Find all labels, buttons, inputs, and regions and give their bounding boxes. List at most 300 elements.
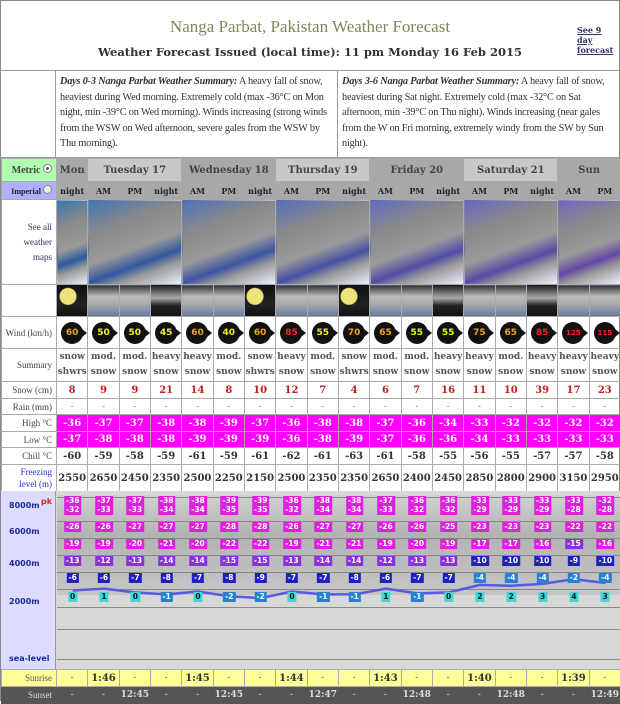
day-header: Mon	[57, 159, 88, 182]
cloud-snow-icon	[119, 285, 150, 317]
sunrise-cell: 1:46	[88, 670, 119, 687]
altitude-temp-badge: -32	[64, 505, 82, 515]
altitude-temp-badge: -25	[440, 522, 458, 532]
altitude-temp-badge: 2	[507, 592, 516, 602]
wind-arrow-icon: 75	[468, 322, 490, 344]
summary-days-3-6	[337, 71, 619, 157]
period-header: AM	[558, 182, 589, 200]
chill-cell: -55	[495, 448, 526, 465]
altitude-temp-badge: -32	[440, 505, 458, 515]
cloud-snow-icon	[182, 285, 213, 317]
snow-label: Snow (cm)	[2, 382, 57, 399]
wind-arrow-icon: 70	[343, 322, 365, 344]
weather-map[interactable]	[182, 200, 276, 285]
summary-word: snow	[590, 365, 620, 380]
table-row	[2, 415, 620, 432]
wind-arrow-icon: 115	[594, 322, 616, 344]
rain-cell: -	[370, 399, 401, 415]
chill-cell: -59	[150, 448, 181, 465]
altitude-temp-badge: 3	[601, 592, 610, 602]
summary-text: A heavy fall of snow, heaviest during Wed morning. Extremely cold (max -36°C on Mon night, min -39°C on Wed morning). Winds increasing (strong winds from the WSW on Wed afternoon, severe gales from the WSW by Thu morning).	[60, 76, 327, 149]
altitude-temp-badge: 0	[131, 592, 140, 602]
altitude-temp-badge: -38	[346, 496, 364, 506]
high-cell: -32	[526, 415, 557, 432]
header	[1, 1, 619, 71]
summary-cell	[401, 349, 432, 382]
summary-word: heavy	[433, 350, 463, 365]
altitude-temp-badge: -26	[95, 522, 113, 532]
altitude-temp-badge: -4	[599, 573, 611, 583]
sunset-cell: -	[526, 687, 557, 704]
nine-day-forecast-link[interactable]: See 9 day forecast	[577, 25, 613, 55]
sunrise-row	[2, 670, 620, 687]
summary-cell	[182, 349, 213, 382]
night-cloud-snow-icon	[526, 285, 557, 317]
altitude-temp-badge: -19	[377, 539, 395, 549]
chill-label: Chill °C	[2, 448, 57, 465]
sunset-cell: 12:45	[119, 687, 150, 704]
weather-map[interactable]	[88, 200, 182, 285]
altitude-temp-badge: -6	[380, 573, 392, 583]
altitude-temp-badge: -38	[315, 496, 333, 506]
wind-cell	[589, 317, 620, 349]
low-cell: -36	[432, 432, 463, 448]
sunset-cell: -	[464, 687, 495, 704]
altitude-temp-badge: -21	[158, 539, 176, 549]
summary-cell	[464, 349, 495, 382]
period-header: AM	[276, 182, 307, 200]
altitude-temp-badge: -17	[503, 539, 521, 549]
altitude-temp-badge: -28	[596, 505, 614, 515]
sunrise-cell: 1:40	[464, 670, 495, 687]
peak-label: pk	[41, 497, 52, 506]
chill-cell: -61	[182, 448, 213, 465]
metric-radio[interactable]	[43, 164, 52, 173]
summary-word: mod.	[88, 350, 118, 365]
summary-word: snow	[339, 350, 369, 365]
altitude-temp-badge: -7	[317, 573, 329, 583]
cloud-snow-icon	[213, 285, 244, 317]
altitude-temp-badge: -33	[503, 496, 521, 506]
altitude-temp-badge: 3	[538, 592, 547, 602]
altitude-temp-badge: -38	[189, 496, 207, 506]
high-cell: -39	[213, 415, 244, 432]
summary-word: heavy	[464, 350, 494, 365]
freezing-cell: 2850	[464, 465, 495, 492]
altitude-temp-badge: -22	[252, 539, 270, 549]
high-cell: -37	[244, 415, 275, 432]
rain-cell: -	[119, 399, 150, 415]
summary-word: snow	[120, 365, 150, 380]
wind-arrow-icon: 40	[218, 322, 240, 344]
snow-cell: 21	[150, 382, 181, 399]
altitude-temp-badge: -8	[348, 573, 360, 583]
wind-cell	[432, 317, 463, 349]
altitude-temp-badge: -36	[440, 496, 458, 506]
weather-map[interactable]	[370, 200, 464, 285]
altitude-temp-badge: -14	[189, 556, 207, 566]
low-cell: -33	[495, 432, 526, 448]
wind-cell	[558, 317, 589, 349]
low-cell: -36	[276, 432, 307, 448]
chill-cell: -59	[88, 448, 119, 465]
sunset-cell: -	[276, 687, 307, 704]
issued-time: Weather Forecast Issued (local time): 11 pm Monday 16 Feb 2015	[1, 45, 619, 59]
rain-cell: -	[432, 399, 463, 415]
sunset-cell: 12:47	[307, 687, 338, 704]
table-row	[2, 432, 620, 448]
altitude-temp-badge: -33	[377, 505, 395, 515]
wind-arrow-icon: 50	[124, 322, 146, 344]
high-cell: -34	[432, 415, 463, 432]
low-cell: -34	[464, 432, 495, 448]
altitude-temp-badge: 2	[475, 592, 484, 602]
snow-cell: 23	[589, 382, 620, 399]
altitude-temp-badge: -37	[377, 496, 395, 506]
table-row	[2, 200, 620, 285]
wind-arrow-icon: 85	[280, 322, 302, 344]
summary-word: snow	[88, 365, 118, 380]
day-header: Thursday 19	[276, 159, 370, 182]
altitude-temp-badge: -34	[189, 505, 207, 515]
altitude-temp-badge: -2	[223, 592, 235, 602]
altitude-temp-badge: -15	[252, 556, 270, 566]
wind-arrow-icon: 55	[312, 322, 334, 344]
wind-cell	[276, 317, 307, 349]
weather-maps-link[interactable]	[2, 200, 57, 285]
altitude-temp-badge: -22	[565, 522, 583, 532]
altitude-temp-badge: -20	[409, 539, 427, 549]
moon-cloud-snow-icon	[57, 285, 88, 317]
period-header: night	[57, 182, 88, 200]
rain-cell: -	[213, 399, 244, 415]
summary-cell	[244, 349, 275, 382]
period-header: PM	[495, 182, 526, 200]
summary-word: heavy	[276, 350, 306, 365]
summary-cell	[432, 349, 463, 382]
summary-word: snow	[151, 365, 181, 380]
sunrise-cell: -	[432, 670, 463, 687]
low-cell: -39	[182, 432, 213, 448]
wind-arrow-icon: 45	[155, 322, 177, 344]
night-cloud-snow-icon	[150, 285, 181, 317]
cloud-snow-icon	[495, 285, 526, 317]
altitude-temp-badge: -6	[66, 573, 78, 583]
summary-word: mod.	[120, 350, 150, 365]
high-cell: -32	[495, 415, 526, 432]
imperial-radio[interactable]	[43, 185, 52, 194]
summary-cell	[88, 349, 119, 382]
sunrise-cell: -	[338, 670, 369, 687]
altitude-temp-badge: -22	[221, 539, 239, 549]
weather-map[interactable]	[276, 200, 370, 285]
summary-cell	[338, 349, 369, 382]
wind-cell	[338, 317, 369, 349]
altitude-temp-badge: -4	[505, 573, 517, 583]
rain-label: Rain (mm)	[2, 399, 57, 415]
day-header: Wednesday 18	[182, 159, 276, 182]
chill-cell: -58	[589, 448, 620, 465]
wind-arrow-icon: 60	[61, 322, 83, 344]
moon-cloud-snow-icon	[244, 285, 275, 317]
freezing-cell: 2900	[526, 465, 557, 492]
altitude-temp-badge: -38	[158, 496, 176, 506]
altitude-temp-badge: -8	[223, 573, 235, 583]
summary-word: heavy	[182, 350, 212, 365]
freezing-cell: 2500	[182, 465, 213, 492]
high-cell: -38	[338, 415, 369, 432]
altitude-temp-badge: -6	[98, 573, 110, 583]
summary-section	[1, 71, 619, 158]
summary-cell	[150, 349, 181, 382]
altitude-temp-badge: -34	[158, 505, 176, 515]
summary-cell	[589, 349, 620, 382]
summary-word: snow	[214, 365, 244, 380]
snow-cell: 8	[213, 382, 244, 399]
sunrise-cell: 1:44	[276, 670, 307, 687]
summary-word: shwrs	[339, 365, 369, 380]
wind-arrow-icon: 60	[249, 322, 271, 344]
altitude-temp-badge: -7	[192, 573, 204, 583]
sunrise-cell: 1:39	[558, 670, 589, 687]
altitude-temp-badge: -28	[565, 505, 583, 515]
low-cell: -33	[558, 432, 589, 448]
chill-cell: -61	[307, 448, 338, 465]
freezing-label: Freezing level (m)	[2, 465, 57, 492]
altitude-temp-badge: -20	[189, 539, 207, 549]
wind-cell	[495, 317, 526, 349]
wind-cell	[119, 317, 150, 349]
low-cell: -39	[213, 432, 244, 448]
wind-arrow-icon: 50	[92, 322, 114, 344]
summary-spacer	[1, 71, 56, 157]
freezing-cell: 2550	[57, 465, 88, 492]
sunset-cell: -	[150, 687, 181, 704]
altitude-temp-badge: -13	[64, 556, 82, 566]
sunrise-cell: 1:43	[370, 670, 401, 687]
sun-table	[1, 669, 620, 704]
altitude-temp-badge: -10	[471, 556, 489, 566]
summary-cell	[213, 349, 244, 382]
high-cell: -38	[182, 415, 213, 432]
chill-cell: -55	[432, 448, 463, 465]
low-cell: -36	[401, 432, 432, 448]
snow-cell: 17	[558, 382, 589, 399]
altitude-temp-badge: -19	[440, 539, 458, 549]
sunset-cell: -	[370, 687, 401, 704]
chill-cell: -62	[276, 448, 307, 465]
altitude-temp-badge: -21	[346, 539, 364, 549]
altitude-temp-badge: -27	[158, 522, 176, 532]
snow-cell: 8	[57, 382, 88, 399]
freezing-cell: 2650	[88, 465, 119, 492]
summary-cell	[57, 349, 88, 382]
altitude-temp-badge: -2	[254, 592, 266, 602]
altitude-temp-badge: -13	[409, 556, 427, 566]
rain-cell: -	[495, 399, 526, 415]
altitude-temp-badge: -26	[409, 522, 427, 532]
altitude-temp-badge: -7	[129, 573, 141, 583]
freezing-cell: 2400	[401, 465, 432, 492]
altitude-temp-badge: -29	[534, 505, 552, 515]
altitude-temp-badge: -12	[377, 556, 395, 566]
altitude-temp-badge: -29	[471, 505, 489, 515]
altitude-temp-badge: -14	[158, 556, 176, 566]
low-cell: -39	[244, 432, 275, 448]
low-cell: -37	[370, 432, 401, 448]
high-cell: -37	[119, 415, 150, 432]
altitude-temp-badge: -10	[596, 556, 614, 566]
sunset-cell: 12:48	[401, 687, 432, 704]
freezing-cell: 2450	[432, 465, 463, 492]
high-cell: -36	[57, 415, 88, 432]
period-header: AM	[182, 182, 213, 200]
wind-cell	[370, 317, 401, 349]
wind-arrow-icon: 125	[562, 322, 584, 344]
altitude-temp-badge: -27	[346, 522, 364, 532]
wind-cell	[57, 317, 88, 349]
summary-word: mod.	[308, 350, 338, 365]
sunset-cell: -	[182, 687, 213, 704]
rain-cell: -	[182, 399, 213, 415]
summary-word: snow	[57, 350, 87, 365]
high-cell: -32	[558, 415, 589, 432]
altitude-temp-badge: -33	[127, 505, 145, 515]
sunset-cell: -	[244, 687, 275, 704]
altitude-temp-badge: -32	[409, 505, 427, 515]
wind-cell	[182, 317, 213, 349]
rain-cell: -	[57, 399, 88, 415]
altitude-temp-badge: 0	[193, 592, 202, 602]
wind-arrow-icon: 55	[406, 322, 428, 344]
altitude-temp-badge: -34	[315, 505, 333, 515]
imperial-option[interactable]	[2, 182, 57, 200]
altitude-temp-badge: -19	[95, 539, 113, 549]
altitude-temp-badge: -10	[534, 556, 552, 566]
summary-days-0-3	[56, 71, 337, 157]
sunrise-cell: -	[57, 670, 88, 687]
summary-cell	[276, 349, 307, 382]
freezing-cell: 2350	[307, 465, 338, 492]
summary-word: mod.	[214, 350, 244, 365]
metric-label: Metric	[12, 165, 41, 176]
high-cell: -36	[276, 415, 307, 432]
table-row	[2, 182, 620, 200]
table-row	[2, 349, 620, 382]
period-header: PM	[401, 182, 432, 200]
altitude-temp-badge: -33	[534, 496, 552, 506]
altitude-temp-badge: -2	[568, 573, 580, 583]
cloud-snow-icon	[276, 285, 307, 317]
snow-cell: 7	[401, 382, 432, 399]
freezing-cell: 2250	[213, 465, 244, 492]
altitude-temp-badge: -29	[503, 505, 521, 515]
sunset-cell: -	[558, 687, 589, 704]
summary-word: snow	[558, 365, 588, 380]
table-row	[2, 465, 620, 492]
wind-label: Wind (km/h)	[2, 317, 57, 349]
summary-word: snow	[370, 365, 400, 380]
summary-word: shwrs	[57, 365, 87, 380]
summary-word: heavy	[151, 350, 181, 365]
sunrise-cell: -	[495, 670, 526, 687]
altitude-temp-badge: 0	[444, 592, 453, 602]
summary-word: mod.	[370, 350, 400, 365]
see-all-maps-link[interactable]: See all weather maps	[18, 220, 52, 265]
summary-word: mod.	[402, 350, 432, 365]
cloud-snow-icon	[589, 285, 620, 317]
snow-cell: 10	[244, 382, 275, 399]
sunrise-cell: -	[307, 670, 338, 687]
sunset-cell: -	[338, 687, 369, 704]
rain-cell: -	[338, 399, 369, 415]
cloud-snow-icon	[558, 285, 589, 317]
page-title: Nanga Parbat, Pakistan Weather Forecast	[1, 1, 619, 37]
low-cell: -33	[526, 432, 557, 448]
wind-cell	[401, 317, 432, 349]
wind-cell	[307, 317, 338, 349]
altitude-temp-badge: -9	[254, 573, 266, 583]
high-label: High °C	[2, 415, 57, 432]
altitude-temp-badge: -15	[221, 556, 239, 566]
altitude-label: 8000m	[9, 501, 40, 510]
metric-option[interactable]	[2, 159, 57, 182]
altitude-temp-badge: -36	[283, 496, 301, 506]
low-cell: -39	[338, 432, 369, 448]
weather-map[interactable]	[57, 200, 88, 285]
chill-cell: -58	[401, 448, 432, 465]
altitude-temp-badge: -26	[64, 522, 82, 532]
low-cell: -38	[307, 432, 338, 448]
altitude-temp-badge: -33	[95, 505, 113, 515]
freezing-level-line	[1, 491, 620, 669]
wind-arrow-icon: 65	[374, 322, 396, 344]
chill-cell: -61	[370, 448, 401, 465]
period-header: night	[432, 182, 463, 200]
wind-cell	[88, 317, 119, 349]
altitude-temp-badge: -26	[377, 522, 395, 532]
period-header: night	[526, 182, 557, 200]
table-row	[2, 382, 620, 399]
high-cell: -38	[307, 415, 338, 432]
snow-cell: 10	[495, 382, 526, 399]
sunset-cell: 12:48	[495, 687, 526, 704]
high-cell: -38	[150, 415, 181, 432]
weather-map[interactable]	[558, 200, 620, 285]
altitude-temp-badge: -28	[252, 522, 270, 532]
chill-cell: -57	[526, 448, 557, 465]
summary-text: A heavy fall of snow, heaviest during Sat night. Extremely cold (max -32°C on Sat afternoon, min -39°C on Thu night). Winds increasing (near gales from the W on Fri morning, extremely windy from the SW by Sun night).	[342, 76, 604, 149]
night-cloud-snow-icon	[432, 285, 463, 317]
altitude-temp-badge: -7	[411, 573, 423, 583]
period-header: AM	[464, 182, 495, 200]
altitude-temp-badge: -39	[221, 496, 239, 506]
altitude-temp-badge: -19	[283, 539, 301, 549]
snow-cell: 4	[338, 382, 369, 399]
day-header: Tuesday 17	[88, 159, 182, 182]
summary-cell	[370, 349, 401, 382]
forecast-table	[1, 158, 620, 492]
altitude-temp-badge: -22	[596, 522, 614, 532]
rain-cell: -	[244, 399, 275, 415]
sunrise-label: Sunrise	[2, 670, 57, 687]
rain-cell: -	[464, 399, 495, 415]
altitude-temp-badge: 0	[287, 592, 296, 602]
wind-arrow-icon: 85	[531, 322, 553, 344]
rain-cell: -	[401, 399, 432, 415]
altitude-temp-badge: 1	[99, 592, 108, 602]
weather-map[interactable]	[464, 200, 558, 285]
